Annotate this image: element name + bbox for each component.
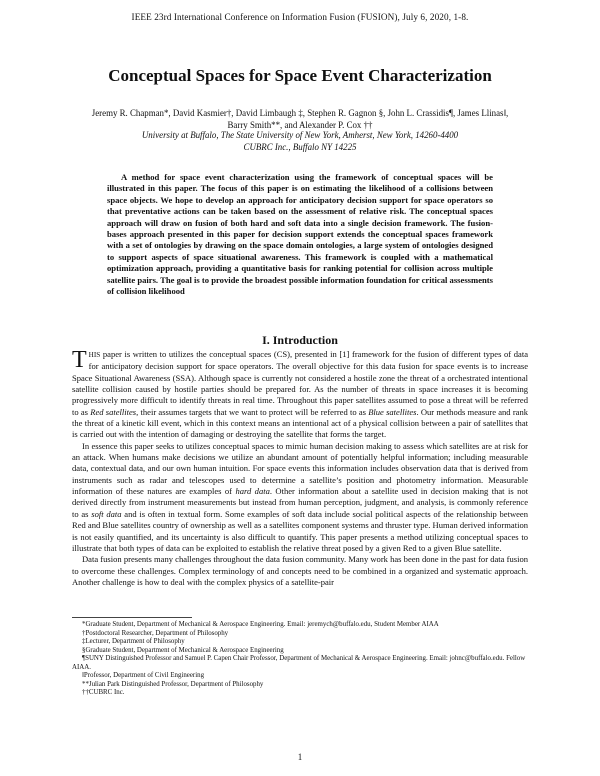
term-soft-data: soft data xyxy=(91,508,122,519)
term-blue-satellites: Blue satellites xyxy=(368,406,417,417)
paragraph-1 xyxy=(72,349,528,441)
authors-line-1: Jeremy R. Chapman*, David Kasmier†, David Limbaugh ‡, Stephen R. Gagnon §, John L. Crassidis¶, James Llinas‖, xyxy=(91,108,509,118)
footnote: ‖Professor, Department of Civil Engineering xyxy=(82,672,205,680)
paragraph-1-text-b: , their assumes targets that we want to protect will be referred to as xyxy=(136,406,369,417)
footnote: ‡Lecturer, Department of Philosophy xyxy=(82,638,185,646)
footnote: *Graduate Student, Department of Mechanical & Aerospace Engineering. Email: jeremych@buffalo.edu, Student Member AIAA xyxy=(82,621,439,628)
drop-cap: T xyxy=(72,347,87,373)
term-red-satellites: Red satellites xyxy=(90,406,137,417)
conference-header: IEEE 23rd International Conference on Information Fusion (FUSION), July 6, 2020, 1-8. xyxy=(131,12,469,22)
paragraph-2-text-b: . Other information about a satellite used in decision making that is not derived directly from instrument measurements but instead from human perception, judgment, and analysis, is commonly reference to as xyxy=(72,486,528,519)
page-number: 1 xyxy=(297,752,303,762)
footnote: §Graduate Student, Department of Mechanical & Aerospace Engineering xyxy=(82,646,284,654)
paragraph-2 xyxy=(72,441,528,554)
footnote: ††CUBRC Inc. xyxy=(82,689,125,697)
small-caps-lead: HIS xyxy=(88,351,101,359)
affiliation-cubrc: CUBRC Inc., Buffalo NY 14225 xyxy=(243,141,357,152)
affiliations xyxy=(60,130,540,153)
footnote: ¶SUNY Distinguished Professor and Samuel P. Capen Chair Professor, Department of Mechanical & Aerospace Engineering. Email: johnc@buffalo.edu. Fellow AIAA. xyxy=(72,655,526,671)
paragraph-1-text-c: . Our methods measure and rank the threat of a kinetic kill event, which in this context means an intentional act of a physical collision between a pair of satellites that is carried out with the intention of damaging or destroying the satellite that forms the target. xyxy=(72,406,529,440)
section-body xyxy=(72,349,528,588)
paper-title: Conceptual Spaces for Space Event Characterization xyxy=(108,66,492,85)
abstract: A method for space event characterization using the framework of conceptual spaces will be illustrated in this paper. The focus of this paper is on estimating the likelihood of a collisions between space objects. We hope to develop an approach for anticipatory decision support for space operators so that preventative actions can be taken based on the assessment of relative risk. The conceptual spaces approach will draw on fusion of both hard and soft data into a single decision framework. The fusion-bases approach presented in this paper for decision support extends the conceptual spaces framework with a set of ontologies by drawing on the space domain ontologies, a large system of ontologies designed to support aspects of space situational awareness. This framework is coupled with a mathematical optimization approach, providing a quantitative basis for ranking potential for collision across multiple satellite pairs. The goal is to provide the broadest possible information foundation for critical assessments of collision likelihood xyxy=(107,172,493,297)
affiliation-university: University at Buffalo, The State University of New York, Amherst, New York, 14260-4400 xyxy=(141,130,459,140)
authors-line-2: Barry Smith**, and Alexander P. Cox †† xyxy=(227,119,373,130)
footnote: **Julian Park Distinguished Professor, Department of Philosophy xyxy=(82,680,264,688)
paragraph-2-text-a: In essence this paper seeks to utilizes conceptual spaces to mimic human decision making to assess which satellites are at risk for an attack. When humans make decisions we utilize an abundant amount of potentially helpful information; including measurable data, contextual data, and our own human intuition. For space events this information includes observation data that is derived from instruments such as radar and telescopes used to determine a satellite’s position and photometry information. Measurable information of these natures are examples of xyxy=(72,440,528,497)
footnote-rule xyxy=(72,617,192,618)
term-hard-data: hard data xyxy=(235,486,270,497)
author-list xyxy=(60,108,540,131)
paragraph-3: Data fusion presents many challenges throughout the data fusion community. Many work has been done in the past for data fusion to overcome these challenges. Complex terminology of and concepts need to be combined in a organized and systematic approach. Another challenge is how to deal with the complex physics of a satellite-pair xyxy=(72,554,528,587)
paragraph-2-text-c: and is often in textual form. Some examples of soft data include social political aspects of the relationship between Red and Blue satellites country of ownership as well as a satellites component systems and thruster type. Human derived information is not easily quantified, and its uncertainty is also difficult to quantify. This paper presents a method utilizing conceptual spaces to illustrate that both types of data can be exploited to establish the relative threat posed by a given Red to a given Blue satellite. xyxy=(72,508,529,553)
section-heading: I. Introduction xyxy=(262,333,338,347)
paragraph-1-text-a: paper is written to utilizes the conceptual spaces (CS), presented in [1] framework for the fusion of different types of data for anticipatory decision support for space operators. The overall objective for this data fusion for space events is to increase Space Situational Awareness (SSA). Although space is currently not considered a hostile zone the threat of a orchestrated intentional satellite collision caused by hostile parties should be prepared for. As the number of threats in space increases it is becoming progressively more difficult to identify threats in real time. Throughout this paper satellites assumed to pose a threat will be referred to as xyxy=(72,349,528,417)
footnote: †Postdoctoral Researcher, Department of Philosophy xyxy=(82,629,229,637)
footnotes xyxy=(72,621,528,698)
